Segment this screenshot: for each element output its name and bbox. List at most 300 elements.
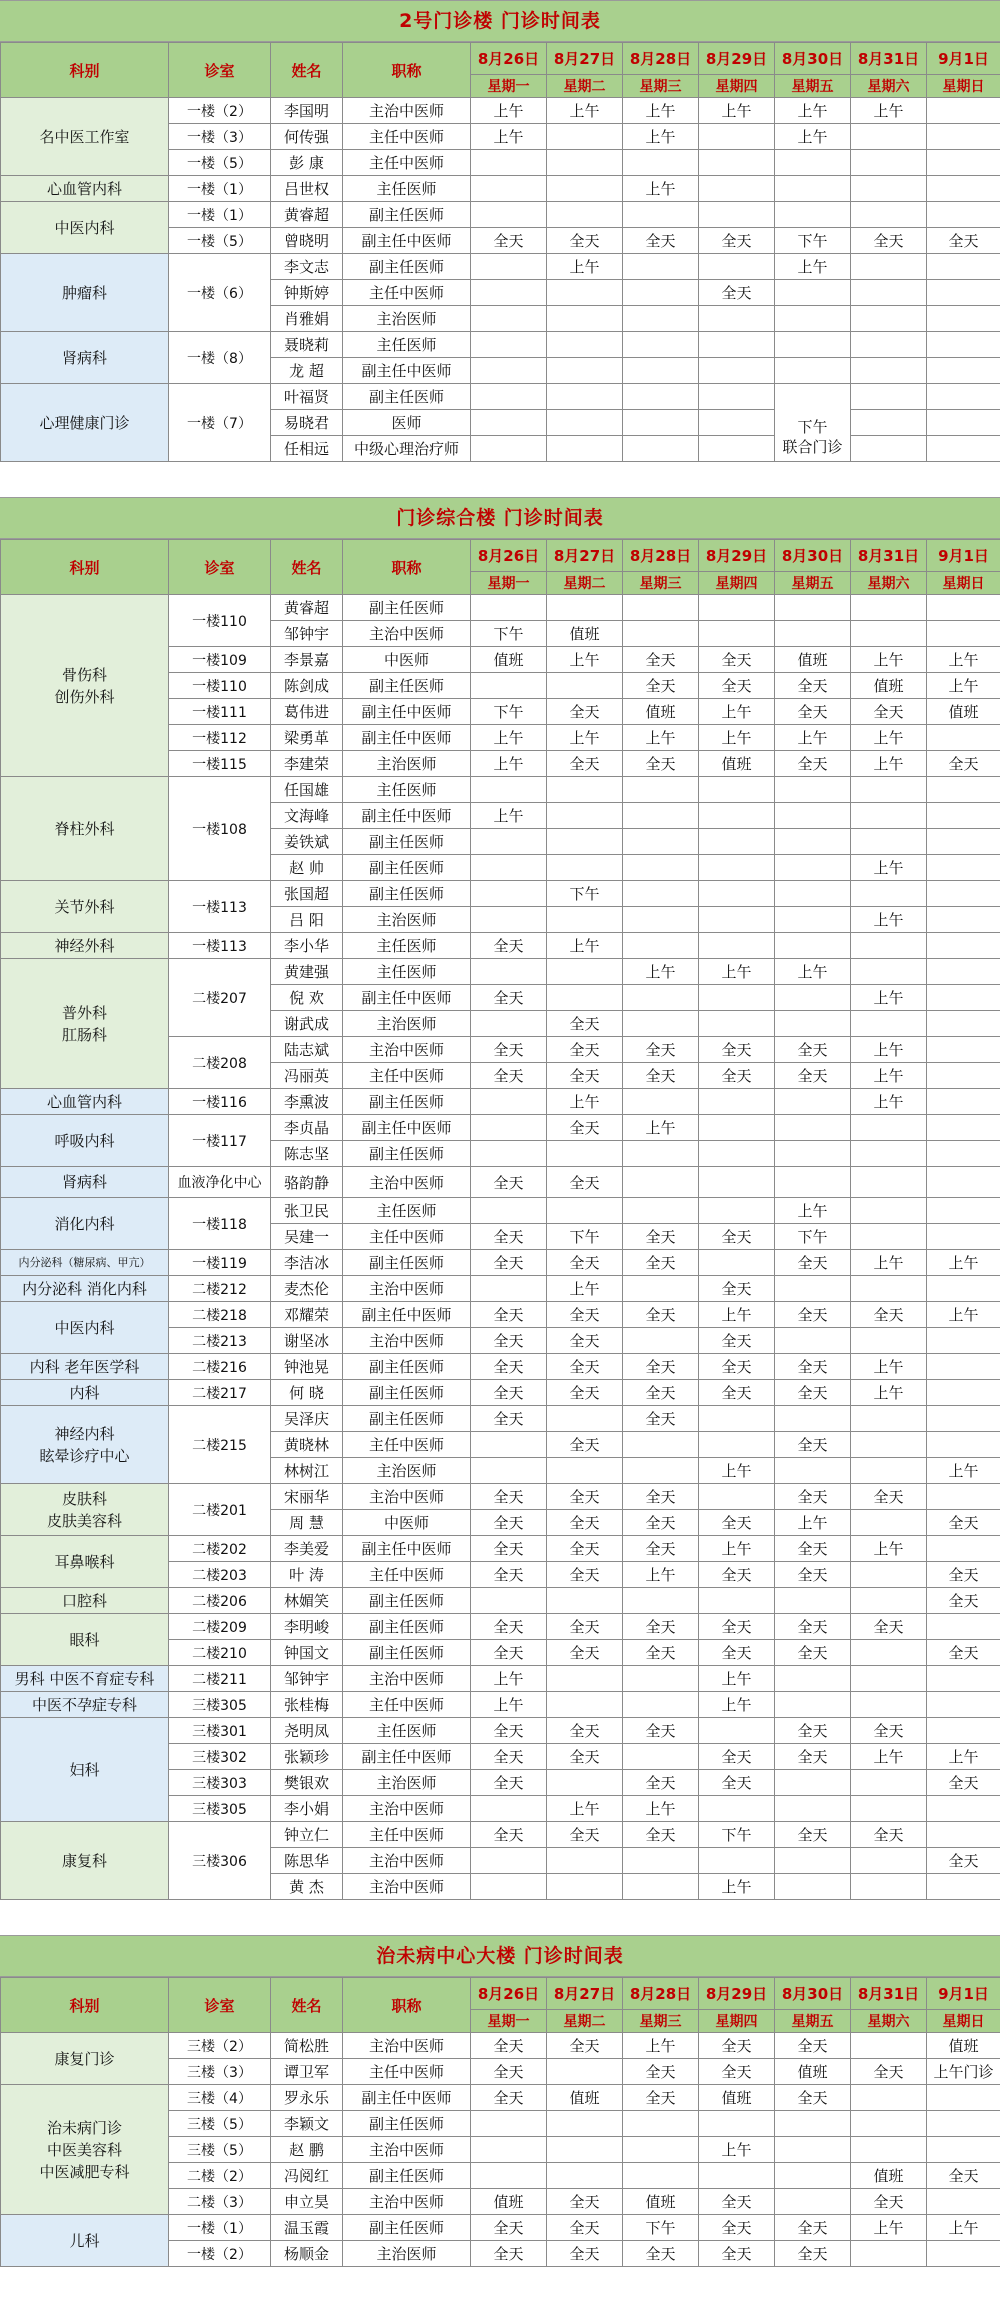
- schedule-cell: [927, 855, 1000, 881]
- dept-label: 皮肤科: [61, 1489, 107, 1508]
- schedule-cell: 全天: [623, 1354, 699, 1380]
- schedule-cell: [851, 1692, 927, 1718]
- schedule-cell: 上午: [471, 1692, 547, 1718]
- doctor-name: 肖雅娟: [271, 306, 343, 332]
- schedule-cell: 全天: [623, 1822, 699, 1848]
- schedule-cell: 值班: [471, 647, 547, 673]
- schedule-cell: 全天: [547, 1536, 623, 1562]
- schedule-cell: [851, 384, 927, 410]
- schedule-cell: 上午: [851, 1536, 927, 1562]
- schedule-cell: [775, 881, 851, 907]
- doctor-name: 李美爱: [271, 1536, 343, 1562]
- room-cell: 二楼216: [169, 1354, 271, 1380]
- doctor-name: 易晓君: [271, 410, 343, 436]
- doctor-title: 主任中医师: [343, 1432, 471, 1458]
- doctor-title: 副主任中医师: [343, 985, 471, 1011]
- schedule-cell: 全天: [471, 1484, 547, 1510]
- doctor-title: 副主任中医师: [343, 699, 471, 725]
- schedule-cell: 全天: [623, 1614, 699, 1640]
- schedule-cell: [775, 1141, 851, 1167]
- dept-label: 内分泌科（糖尿病、甲亢）: [18, 1255, 151, 1269]
- schedule-cell: [623, 803, 699, 829]
- doctor-title: 主治中医师: [343, 1167, 471, 1198]
- schedule-cell: [623, 855, 699, 881]
- schedule-cell: [927, 621, 1000, 647]
- schedule-cell: 全天: [623, 1063, 699, 1089]
- table-row: [1, 1167, 1000, 1198]
- schedule-cell: 上午: [623, 1562, 699, 1588]
- schedule-cell: [775, 306, 851, 332]
- schedule-cell: 全天: [471, 1037, 547, 1063]
- doctor-name: 邓耀荣: [271, 1302, 343, 1328]
- table-row: [1, 1276, 1000, 1302]
- schedule-cell: 上午: [699, 2137, 775, 2163]
- doctor-name: 叶福贤: [271, 384, 343, 410]
- room-cell: 一楼（3）: [169, 124, 271, 150]
- doctor-name: 罗永乐: [271, 2085, 343, 2111]
- schedule-cell: [851, 1432, 927, 1458]
- dept-label: 内科 老年医学科: [29, 1357, 140, 1376]
- schedule-cell: [547, 959, 623, 985]
- dept-cell: [1, 1692, 169, 1718]
- schedule-cell: 上午: [851, 1089, 927, 1115]
- doctor-title: 副主任中医师: [343, 1302, 471, 1328]
- room-cell: 一楼（2）: [169, 2241, 271, 2267]
- schedule-cell: [851, 1276, 927, 1302]
- doctor-title: 主任中医师: [343, 1822, 471, 1848]
- schedule-cell: [851, 1406, 927, 1432]
- schedule-cell: 上午: [623, 725, 699, 751]
- schedule-cell: [775, 150, 851, 176]
- doctor-title: 主治中医师: [343, 2189, 471, 2215]
- doctor-title: 副主任医师: [343, 595, 471, 621]
- dept-cell: [1, 881, 169, 933]
- schedule-cell: 全天: [699, 673, 775, 699]
- table-row: [1, 254, 1000, 280]
- schedule-cell: [851, 1666, 927, 1692]
- schedule-cell: [471, 254, 547, 280]
- schedule-cell: [775, 621, 851, 647]
- schedule-cell: [927, 2241, 1000, 2267]
- schedule-cell: [851, 332, 927, 358]
- schedule-cell: [851, 1874, 927, 1900]
- schedule-cell: [851, 1458, 927, 1484]
- schedule-cell: [699, 410, 775, 436]
- room-cell: 一楼115: [169, 751, 271, 777]
- dept-cell: [1, 254, 169, 332]
- schedule-cell: 上午: [471, 751, 547, 777]
- room-cell: 一楼110: [169, 673, 271, 699]
- table-row: [1, 1822, 1000, 1848]
- header-date: 8月31日: [851, 540, 927, 572]
- schedule-cell: 上午: [547, 1796, 623, 1822]
- schedule-cell: [851, 1848, 927, 1874]
- schedule-cell: [547, 358, 623, 384]
- schedule-cell: 全天: [471, 2215, 547, 2241]
- dept-label: 中医减肥专科: [39, 2162, 130, 2181]
- header-weekday: 星期五: [775, 75, 851, 98]
- schedule-cell: [471, 1011, 547, 1037]
- dept-cell: [1, 202, 169, 254]
- schedule-cell: [775, 933, 851, 959]
- schedule-cell: 全天: [547, 1250, 623, 1276]
- doctor-title: 副主任医师: [343, 1250, 471, 1276]
- doctor-title: 副主任医师: [343, 1354, 471, 1380]
- schedule-cell: 全天: [547, 751, 623, 777]
- schedule-cell: 上午: [623, 98, 699, 124]
- section-title: 门诊综合楼 门诊时间表: [0, 497, 1000, 539]
- schedule-cell: 全天: [775, 1302, 851, 1328]
- dept-cell: [1, 1536, 169, 1588]
- room-cell: 一楼（1）: [169, 202, 271, 228]
- schedule-cell: [471, 959, 547, 985]
- schedule-cell: [547, 436, 623, 462]
- schedule-cell: [927, 1822, 1000, 1848]
- dept-cell: [1, 1250, 169, 1276]
- schedule-cell: [623, 410, 699, 436]
- schedule-cell: [851, 150, 927, 176]
- schedule-section: [0, 1935, 1000, 2267]
- schedule-cell: 全天: [471, 1063, 547, 1089]
- header-date: 8月26日: [471, 43, 547, 75]
- schedule-cell: [927, 907, 1000, 933]
- dept-cell: [1, 1666, 169, 1692]
- header-date: 8月27日: [547, 43, 623, 75]
- dept-label: 内分泌科 消化内科: [22, 1279, 147, 1298]
- doctor-title: 副主任中医师: [343, 1744, 471, 1770]
- schedule-cell: 全天: [775, 1037, 851, 1063]
- room-cell: 二楼212: [169, 1276, 271, 1302]
- schedule-cell: [775, 2163, 851, 2189]
- header-date: 8月28日: [623, 540, 699, 572]
- schedule-cell: [927, 306, 1000, 332]
- schedule-cell: 全天: [547, 2241, 623, 2267]
- schedule-cell: [623, 306, 699, 332]
- doctor-name: 何 晓: [271, 1380, 343, 1406]
- header-weekday: 星期三: [623, 2010, 699, 2033]
- schedule-cell: [927, 829, 1000, 855]
- doctor-title: 副主任中医师: [343, 358, 471, 384]
- schedule-cell: 上午: [699, 959, 775, 985]
- schedule-cell: [547, 1848, 623, 1874]
- dept-cell: [1, 1380, 169, 1406]
- schedule-cell: [699, 1167, 775, 1198]
- schedule-cell: [699, 1089, 775, 1115]
- doctor-title: 副主任医师: [343, 1406, 471, 1432]
- schedule-cell: 全天: [927, 1510, 1000, 1536]
- dept-cell: [1, 1115, 169, 1167]
- table-row: [1, 1198, 1000, 1224]
- schedule-cell: [699, 621, 775, 647]
- schedule-cell: [547, 2163, 623, 2189]
- schedule-cell: 上午: [699, 1302, 775, 1328]
- schedule-cell: 全天: [851, 2059, 927, 2085]
- schedule-cell: 全天: [699, 1744, 775, 1770]
- schedule-cell: [471, 1115, 547, 1141]
- schedule-cell: [927, 2137, 1000, 2163]
- schedule-cell: 全天: [471, 1224, 547, 1250]
- schedule-cell: [699, 1141, 775, 1167]
- schedule-cell: [851, 436, 927, 462]
- header-weekday: 星期五: [775, 2010, 851, 2033]
- room-cell: 二楼（3）: [169, 2189, 271, 2215]
- schedule-cell: 全天: [851, 1614, 927, 1640]
- schedule-cell: [927, 1063, 1000, 1089]
- doctor-name: 钟池晃: [271, 1354, 343, 1380]
- schedule-cell: 全天: [547, 1510, 623, 1536]
- schedule-cell: 上午: [623, 1796, 699, 1822]
- schedule-cell: 全天: [623, 2059, 699, 2085]
- doctor-name: 吴泽庆: [271, 1406, 343, 1432]
- schedule-cell: [699, 1406, 775, 1432]
- header-date: 8月28日: [623, 43, 699, 75]
- doctor-name: 赵 鹏: [271, 2137, 343, 2163]
- schedule-cell: 全天: [623, 1640, 699, 1666]
- schedule-cell: [927, 881, 1000, 907]
- schedule-cell: 全天: [699, 2215, 775, 2241]
- table-row: [1, 1250, 1000, 1276]
- schedule-cell: [547, 803, 623, 829]
- header-dept: 科别: [1, 43, 169, 98]
- doctor-name: 黄 杰: [271, 1874, 343, 1900]
- header-title: 职称: [343, 540, 471, 595]
- schedule-cell: [775, 1770, 851, 1796]
- schedule-cell: [471, 1848, 547, 1874]
- dept-label: 普外科: [61, 1003, 107, 1022]
- schedule-cell: [775, 1167, 851, 1198]
- schedule-cell: 上午: [851, 751, 927, 777]
- schedule-cell: 上午: [851, 1354, 927, 1380]
- schedule-cell: [699, 777, 775, 803]
- doctor-name: 麦杰伦: [271, 1276, 343, 1302]
- doctor-name: 文海峰: [271, 803, 343, 829]
- room-cell: 一楼（2）: [169, 98, 271, 124]
- table-row: [1, 2215, 1000, 2241]
- schedule-cell: [623, 254, 699, 280]
- doctor-title: 主治医师: [343, 751, 471, 777]
- schedule-cell: [699, 1250, 775, 1276]
- schedule-cell: 值班: [927, 699, 1000, 725]
- table-row: [1, 881, 1000, 907]
- schedule-cell: 上午: [851, 1250, 927, 1276]
- schedule-cell: [927, 1354, 1000, 1380]
- header-title: 职称: [343, 43, 471, 98]
- schedule-cell: 全天: [623, 1302, 699, 1328]
- schedule-cell: [699, 150, 775, 176]
- table-row: [1, 959, 1000, 985]
- room-cell: 三楼（4）: [169, 2085, 271, 2111]
- dept-label: 消化内科: [54, 1214, 115, 1233]
- room-cell: 二楼218: [169, 1302, 271, 1328]
- room-cell: 一楼（1）: [169, 176, 271, 202]
- schedule-cell: [699, 1718, 775, 1744]
- header-date: 8月26日: [471, 540, 547, 572]
- header-dept: 科别: [1, 540, 169, 595]
- header-weekday: 星期一: [471, 572, 547, 595]
- doctor-title: 副主任中医师: [343, 1115, 471, 1141]
- doctor-name: 李景嘉: [271, 647, 343, 673]
- header-date: 9月1日: [927, 1978, 1000, 2010]
- schedule-cell: 全天: [471, 933, 547, 959]
- schedule-cell: 上午: [623, 2033, 699, 2059]
- room-cell: 一楼112: [169, 725, 271, 751]
- doctor-title: 主治中医师: [343, 1328, 471, 1354]
- header-weekday: 星期四: [699, 2010, 775, 2033]
- dept-cell: [1, 1406, 169, 1484]
- doctor-title: 副主任中医师: [343, 2085, 471, 2111]
- schedule-cell: [471, 1796, 547, 1822]
- schedule-cell: 全天: [471, 1614, 547, 1640]
- schedule-cell: [623, 150, 699, 176]
- room-cell: 三楼305: [169, 1692, 271, 1718]
- schedule-cell: [699, 985, 775, 1011]
- header-weekday: 星期三: [623, 75, 699, 98]
- schedule-cell: [927, 358, 1000, 384]
- doctor-name: 张卫民: [271, 1198, 343, 1224]
- schedule-cell: [775, 829, 851, 855]
- schedule-cell: 上午: [851, 855, 927, 881]
- schedule-cell: 全天: [547, 1167, 623, 1198]
- schedule-cell: 全天: [471, 2241, 547, 2267]
- schedule-table: [0, 539, 1000, 1900]
- doctor-title: 副主任医师: [343, 2163, 471, 2189]
- header-weekday: 星期日: [927, 572, 1000, 595]
- schedule-cell: [547, 777, 623, 803]
- schedule-cell: [623, 1744, 699, 1770]
- doctor-title: 主治医师: [343, 907, 471, 933]
- schedule-cell: 上午: [851, 1037, 927, 1063]
- schedule-cell: [851, 1562, 927, 1588]
- schedule-cell: [623, 1011, 699, 1037]
- doctor-title: 主任中医师: [343, 124, 471, 150]
- doctor-name: 曾晓明: [271, 228, 343, 254]
- schedule-cell: [851, 1141, 927, 1167]
- dept-label: 名中医工作室: [39, 127, 130, 146]
- header-weekday: 星期二: [547, 572, 623, 595]
- schedule-cell: [547, 176, 623, 202]
- schedule-cell: 全天: [623, 673, 699, 699]
- dept-cell: [1, 2085, 169, 2215]
- room-cell: 一楼108: [169, 777, 271, 881]
- schedule-cell: 上午: [775, 1510, 851, 1536]
- schedule-cell: [699, 1796, 775, 1822]
- doctor-title: 副主任医师: [343, 673, 471, 699]
- doctor-title: 主任医师: [343, 777, 471, 803]
- schedule-cell: [851, 306, 927, 332]
- schedule-cell: 全天: [471, 2033, 547, 2059]
- schedule-cell: 上午: [547, 647, 623, 673]
- schedule-cell: [547, 384, 623, 410]
- schedule-cell: 上午: [775, 124, 851, 150]
- table-row: [1, 1484, 1000, 1510]
- schedule-cell: 全天: [471, 1822, 547, 1848]
- schedule-cell: 全天: [699, 280, 775, 306]
- doctor-name: 谢武成: [271, 1011, 343, 1037]
- schedule-cell: [699, 332, 775, 358]
- dept-cell: [1, 777, 169, 881]
- room-cell: 一楼111: [169, 699, 271, 725]
- schedule-cell: [547, 150, 623, 176]
- schedule-cell: [851, 1640, 927, 1666]
- dept-label: 肾病科: [61, 1173, 107, 1191]
- schedule-cell: 全天: [547, 2033, 623, 2059]
- header-weekday: 星期四: [699, 572, 775, 595]
- schedule-cell: [623, 1874, 699, 1900]
- header-room: 诊室: [169, 540, 271, 595]
- schedule-cell: [547, 1406, 623, 1432]
- dept-label: 脊柱外科: [54, 819, 115, 838]
- header-weekday: 星期二: [547, 75, 623, 98]
- schedule-cell: 上午: [699, 699, 775, 725]
- schedule-cell: 上午: [927, 647, 1000, 673]
- schedule-cell: [623, 1167, 699, 1198]
- doctor-name: 冯丽英: [271, 1063, 343, 1089]
- schedule-cell: 全天: [623, 1484, 699, 1510]
- schedule-cell: [851, 1770, 927, 1796]
- header-date: 9月1日: [927, 540, 1000, 572]
- schedule-cell: 上午: [699, 725, 775, 751]
- dept-cell: [1, 176, 169, 202]
- schedule-cell: [699, 1011, 775, 1037]
- doctor-name: 李明峻: [271, 1614, 343, 1640]
- schedule-cell: [927, 1276, 1000, 1302]
- header-weekday: 星期一: [471, 2010, 547, 2033]
- schedule-cell: 下午: [699, 1822, 775, 1848]
- schedule-cell: [851, 933, 927, 959]
- schedule-cell: [775, 1115, 851, 1141]
- room-cell: 二楼213: [169, 1328, 271, 1354]
- schedule-cell: [851, 803, 927, 829]
- schedule-cell: 全天: [775, 1536, 851, 1562]
- schedule-cell: [699, 803, 775, 829]
- schedule-cell: 全天: [623, 1224, 699, 1250]
- schedule-cell: 上午: [775, 98, 851, 124]
- header-date: 8月30日: [775, 43, 851, 75]
- room-cell: 一楼113: [169, 933, 271, 959]
- room-cell: 二楼202: [169, 1536, 271, 1562]
- schedule-cell: [927, 1224, 1000, 1250]
- schedule-cell: 值班: [699, 751, 775, 777]
- schedule-cell: [623, 907, 699, 933]
- table-row: [1, 1089, 1000, 1115]
- room-cell: 三楼303: [169, 1770, 271, 1796]
- schedule-cell: [547, 907, 623, 933]
- schedule-cell: [851, 2111, 927, 2137]
- schedule-cell: 上午: [775, 959, 851, 985]
- schedule-cell: [775, 358, 851, 384]
- doctor-name: 何传强: [271, 124, 343, 150]
- doctor-name: 吕世权: [271, 176, 343, 202]
- schedule-cell: 上午: [927, 2215, 1000, 2241]
- room-cell: 二楼206: [169, 1588, 271, 1614]
- table-row: [1, 1614, 1000, 1640]
- schedule-cell: [547, 673, 623, 699]
- schedule-cell: [547, 2059, 623, 2085]
- doctor-name: 陈志坚: [271, 1141, 343, 1167]
- header-weekday: 星期四: [699, 75, 775, 98]
- schedule-cell: [851, 176, 927, 202]
- schedule-cell: 全天: [623, 1770, 699, 1796]
- header-date: 8月30日: [775, 540, 851, 572]
- schedule-cell: 全天: [547, 1354, 623, 1380]
- schedule-cell: 全天: [775, 699, 851, 725]
- schedule-cell: [927, 150, 1000, 176]
- header-date: 8月27日: [547, 1978, 623, 2010]
- schedule-cell: 全天: [547, 2215, 623, 2241]
- schedule-cell: [699, 829, 775, 855]
- schedule-cell: [547, 1692, 623, 1718]
- schedule-cell: [547, 1141, 623, 1167]
